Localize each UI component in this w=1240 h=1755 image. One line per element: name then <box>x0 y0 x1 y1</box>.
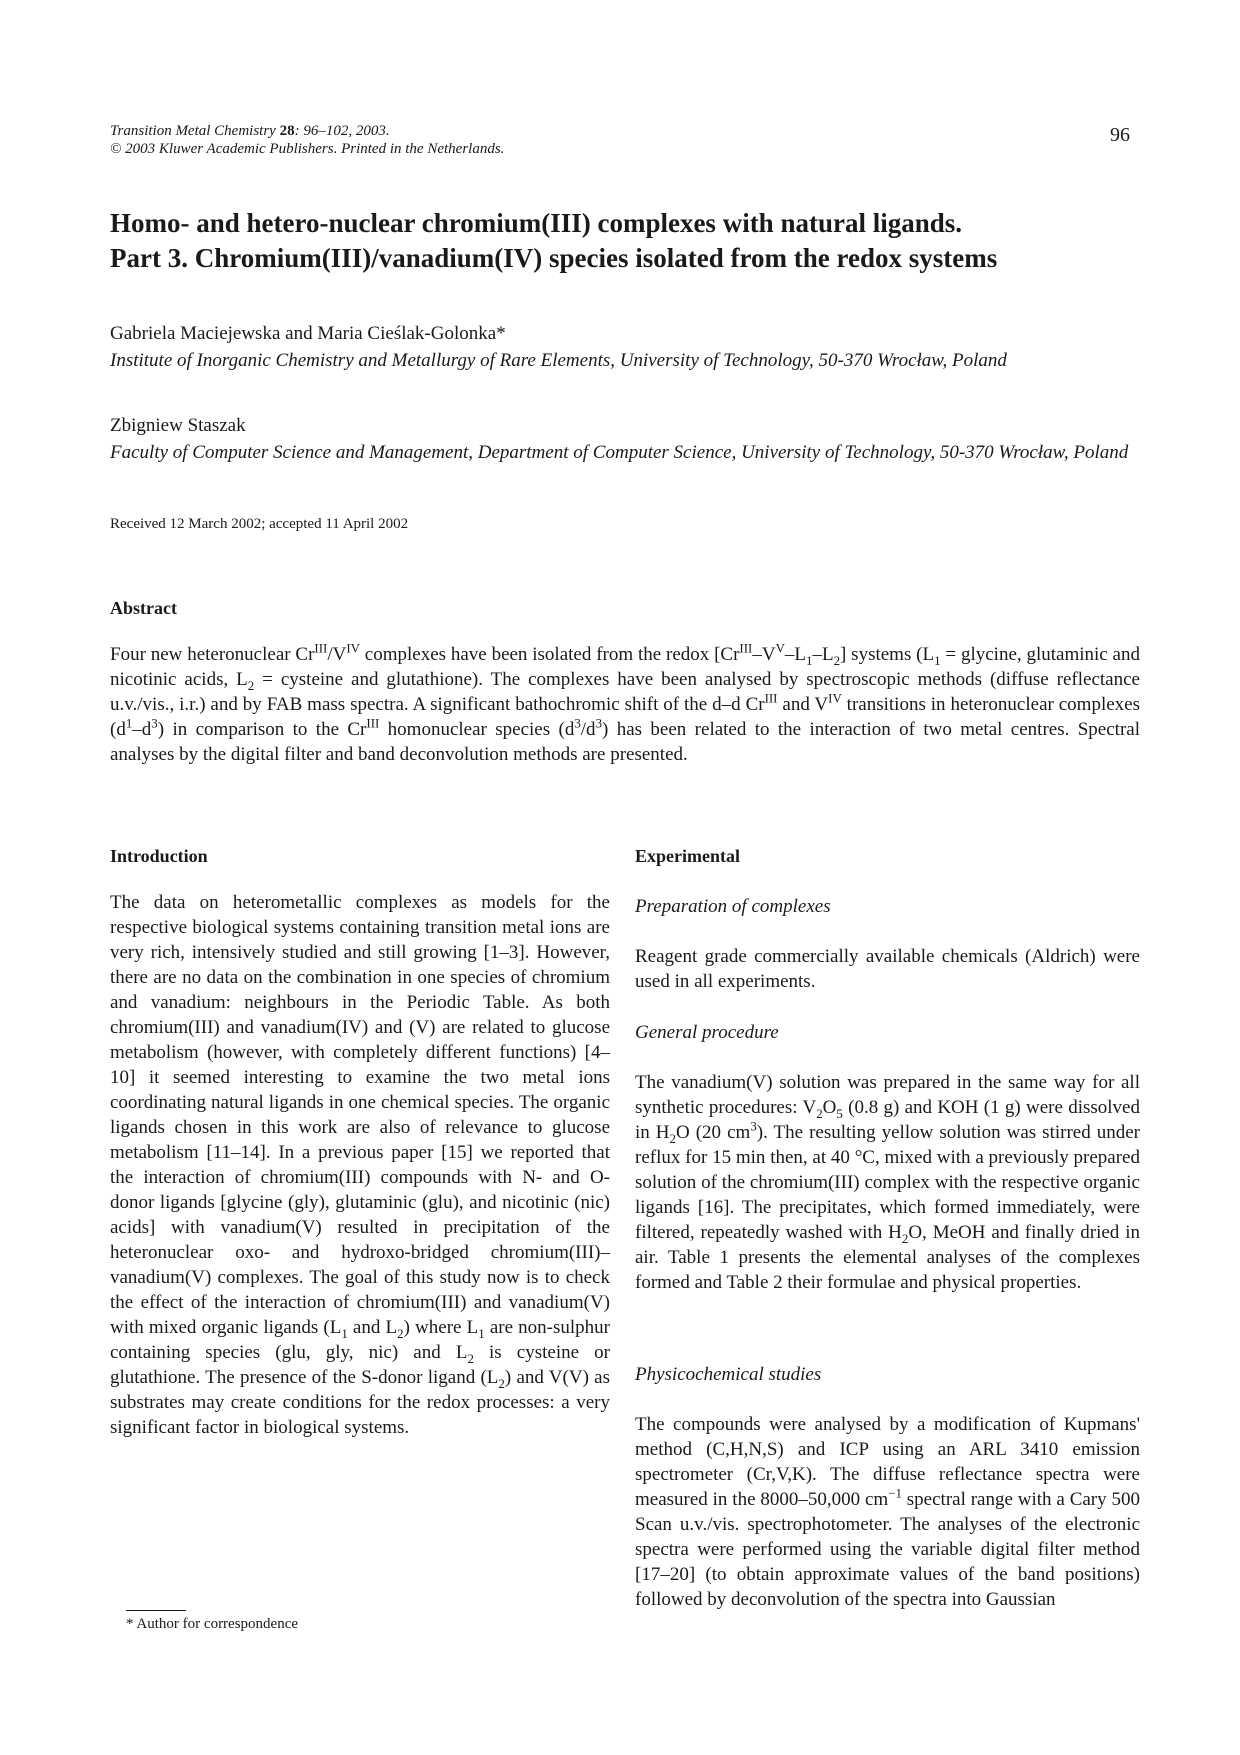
preparation-body: Reagent grade commercially available chemicals (Aldrich) were used in all experiments. <box>635 946 1140 992</box>
received-date: Received 12 March 2002; accepted 11 April 2002 <box>110 516 409 532</box>
copyright-line: © 2003 Kluwer Academic Publishers. Printed in the Netherlands. <box>110 141 505 157</box>
subheading-physicochemical: Physicochemical studies <box>635 1364 822 1385</box>
introduction-heading: Introduction <box>110 846 208 866</box>
subheading-general-procedure: General procedure <box>635 1022 779 1043</box>
subheading-preparation: Preparation of complexes <box>635 896 831 917</box>
footnote: * Author for correspondence <box>126 1616 299 1632</box>
introduction-body: The data on heterometallic complexes as models for the respective biological systems containing transition metal ions are very rich, intensively studied and still growing [1–3]. However, there are no data on the combination in one species of chromium and vanadium: neighbours in the Periodic Table. As both chromium(III) and vanadium(IV) and (V) are related to glucose metabolism (however, with completely different functions) [4–10] it seemed interesting to examine the two metal ions coordinating natural ligands in one chemical species. The organic ligands chosen in this work are also of relevance to glucose metabolism [11–14]. In a previous paper [15] we reported that the interaction of chromium(III) compounds with N- and O-donor ligands [glycine (gly), glutaminic (glu), and nicotinic (nic) acids] with vanadium(V) resulted in precipitation of the heteronuclear oxo- and hydroxo-bridged chromium(III)–vanadium(V) complexes. The goal of this study now is to check the effect of the interaction of chromium(III) and vanadium(V) with mixed organic ligands ($L_1$ and $L_2$) where $L_1$ are non-sulphur containing species (glu, gly, nic) and $L_2$ is cysteine or glutathione. The presence of the S-donor ligand $(L_2)$ and V(V) as substrates may create conditions for the redox processes: a very significant factor in biological systems. <box>110 892 610 1438</box>
paper-title: Homo- and hetero-nuclear chromium(III) complexes with natural ligands. Part 3. Chromium(III)/vanadium(IV) species isolated from the redox systems <box>110 208 998 273</box>
general-procedure-body: The vanadium(V) solution was prepared in the same way for all synthetic procedures: $V_2O_5$ (0.8 g) and KOH (1 g) were dissolved in $H_2O$ (20 $cm^3$). The resulting yellow solution was stirred under reflux for 15 min then, at 40 °C, mixed with a previously prepared solution of the chromium(III) complex with the respective organic ligands [16]. The precipitates, which formed immediately, were filtered, repeatedly washed with $H_2O$, MeOH and finally dried in air. Table 1 presents the elemental analyses of the complexes formed and Table 2 their formulae and physical properties. <box>635 1072 1141 1293</box>
affiliation-2: Faculty of Computer Science and Management, Department of Computer Science, University of Technology, 50-370 Wrocław, Poland <box>110 442 1129 463</box>
author-names-2: Zbigniew Staszak <box>110 415 246 436</box>
footnote-rule <box>126 1610 186 1611</box>
page-number: 96 <box>1110 124 1130 146</box>
author-names-1: Gabriela Maciejewska and Maria Cieślak-Golonka* <box>110 323 506 344</box>
experimental-heading: Experimental <box>635 846 740 866</box>
journal-citation: Transition Metal Chemistry 28: 96–102, 2003. © 2003 Kluwer Academic Publishers. Printed in the Netherlands. <box>110 123 505 157</box>
abstract-body: Four new heteronuclear $Cr^{III}/V^{IV}$ complexes have been isolated from the redox $[Cr^{III}-V^V-L_1-L_2]$ systems ($L_1$ = glycine, glutaminic and nicotinic acids, $L_2$ = cysteine and glutathione). The complexes have been analysed by spectroscopic methods (diffuse reflectance u.v./vis., i.r.) and by FAB mass spectra. A significant bathochromic shift of the d–d $Cr^{III}$ and $V^{IV}$ transitions in heteronuclear complexes $(d^1-d^3)$ in comparison to the $Cr^{III}$ homonuclear species $(d^3/d^3)$ has been related to the interaction of two metal centres. Spectral analyses by the digital filter and band deconvolution methods are presented. <box>110 640 1141 765</box>
abstract-heading: Abstract <box>110 598 177 618</box>
affiliation-1: Institute of Inorganic Chemistry and Metallurgy of Rare Elements, University of Technology, 50-370 Wrocław, Poland <box>110 350 1007 371</box>
physicochemical-body: The compounds were analysed by a modification of Kupmans' method (C,H,N,S) and ICP using an ARL 3410 emission spectrometer (Cr,V,K). The diffuse reflectance spectra were measured in the 8000–50,000 $cm^{-1}$ spectral range with a Cary 500 Scan u.v./vis. spectrophotometer. The analyses of the electronic spectra were performed using the variable digital filter method [17–20] (to obtain approximate values of the band positions) followed by deconvolution of the spectra into Gaussian <box>635 1414 1140 1610</box>
